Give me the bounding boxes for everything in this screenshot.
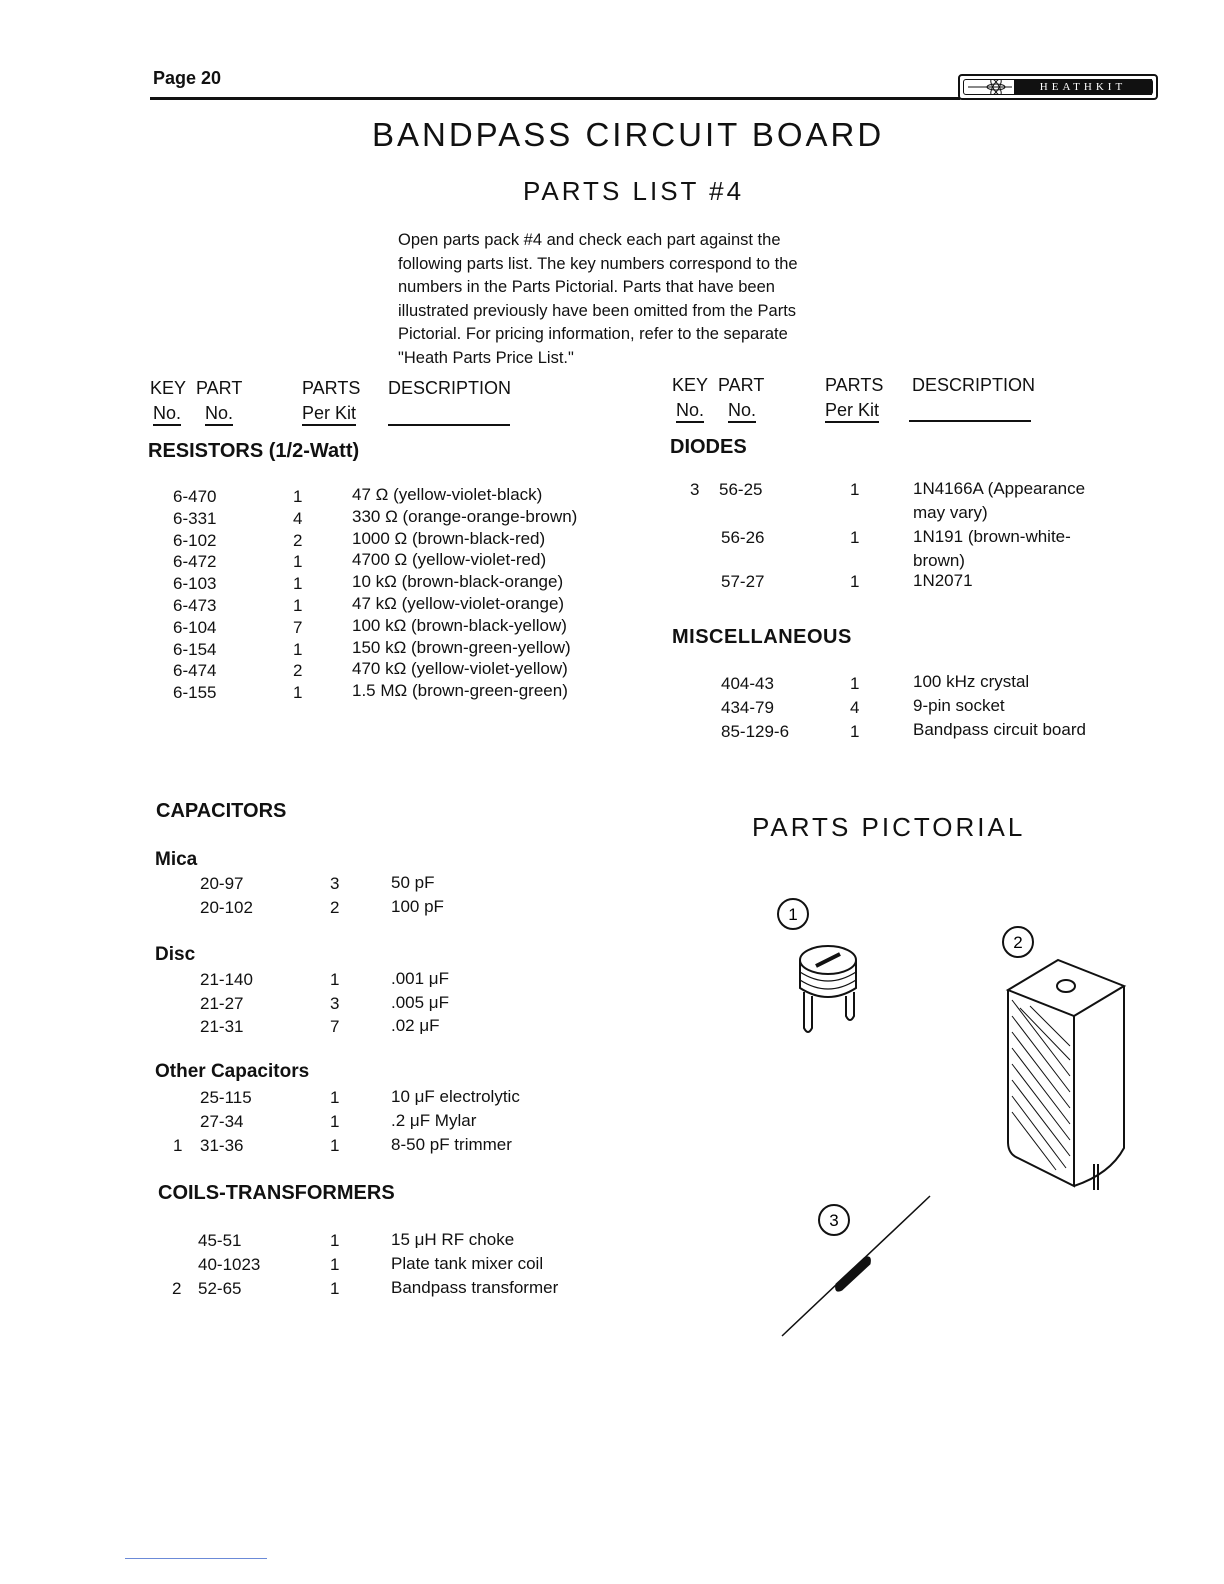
svg-text:2: 2 (1013, 933, 1023, 952)
diode-description-cont: may vary) (913, 503, 988, 522)
diode-description: 1N2071 (913, 571, 973, 590)
capacitor-part-number: 20-97 (200, 874, 244, 893)
col-description-header-right: DESCRIPTION (912, 375, 1036, 395)
capacitor-quantity: 1 (330, 1112, 340, 1131)
diode-description-cont: brown) (913, 551, 965, 570)
resistor-description: 47 Ω (yellow-violet-black) (352, 485, 543, 504)
diode-key-number: 3 (690, 480, 700, 499)
capacitor-description: 10 μF electrolytic (391, 1087, 520, 1106)
intro-line: numbers in the Parts Pictorial. Parts that have been (398, 278, 775, 296)
col-key-header: KEY (150, 378, 187, 398)
capacitor-description: .001 μF (391, 969, 449, 988)
coil-description: 15 μH RF choke (391, 1230, 515, 1249)
misc-quantity: 1 (850, 674, 860, 693)
col-part-no: No. (205, 403, 233, 424)
resistor-quantity: 1 (293, 683, 303, 703)
intro-paragraph (398, 229, 888, 370)
description-underline-right (909, 420, 1031, 422)
page-number: Page 20 (153, 68, 222, 88)
diode-quantity: 1 (850, 528, 860, 547)
capacitor-description: 50 pF (391, 873, 435, 892)
diode-illustration (782, 1196, 930, 1336)
intro-line: Pictorial. For pricing information, refer to the separate (398, 325, 788, 343)
resistor-quantity: 1 (293, 574, 303, 594)
pictorial-label-1 (778, 899, 808, 929)
page-title: BANDPASS CIRCUIT BOARD (372, 116, 885, 153)
mica-subheading: Mica (155, 849, 198, 870)
svg-text:3: 3 (829, 1211, 839, 1230)
resistor-description: 330 Ω (orange-orange-brown) (352, 506, 578, 526)
resistor-description: 150 kΩ (brown-green-yellow) (352, 637, 571, 657)
resistor-part-number: 6-154 (173, 639, 217, 659)
parts-pictorial (700, 880, 1180, 1350)
col-per-kit-right: Per Kit (825, 400, 879, 421)
resistor-description: 100 kΩ (brown-black-yellow) (352, 615, 567, 635)
resistor-part-number: 6-104 (173, 617, 217, 637)
resistor-part-number: 6-473 (173, 596, 217, 615)
intro-line: illustrated previously have been omitted from the Parts (398, 301, 797, 320)
coil-part-number: 52-65 (198, 1279, 242, 1298)
col-part-no-right: No. (728, 400, 756, 421)
diode-quantity: 1 (850, 572, 860, 591)
coil-description: Bandpass transformer (391, 1278, 559, 1297)
resistor-quantity: 1 (293, 596, 303, 615)
resistor-part-number: 6-103 (173, 574, 217, 594)
resistor-description: 470 kΩ (yellow-violet-yellow) (352, 659, 568, 679)
other-capacitors-subheading: Other Capacitors (155, 1061, 310, 1082)
intro-line: following parts list. The key numbers correspond to the (398, 254, 798, 273)
capacitor-description: 8-50 pF trimmer (391, 1135, 512, 1154)
diode-part-number: 57-27 (721, 572, 765, 591)
resistors-heading: RESISTORS (1/2-Watt) (148, 440, 360, 462)
diode-description: 1N4166A (Appearance (913, 479, 1086, 498)
capacitor-description: .005 μF (391, 993, 449, 1012)
capacitor-quantity: 2 (330, 898, 340, 917)
heathkit-logo (958, 74, 1158, 100)
coils-heading: COILS-TRANSFORMERS (158, 1182, 395, 1204)
intro-line: Open parts pack #4 and check each part against the (398, 231, 781, 249)
resistor-quantity: 1 (293, 487, 303, 506)
parts-pictorial-heading: PARTS PICTORIAL (752, 812, 1026, 842)
misc-part-number: 404-43 (721, 674, 774, 693)
pictorial-label-2 (1003, 927, 1033, 957)
col-parts-header-right: PARTS (825, 375, 884, 395)
capacitor-description: 100 pF (391, 897, 444, 916)
coil-description: Plate tank mixer coil (391, 1254, 544, 1273)
resistor-description: 1000 Ω (brown-black-red) (352, 528, 546, 548)
resistor-quantity: 1 (293, 639, 303, 659)
coil-quantity: 1 (330, 1255, 340, 1274)
capacitor-part-number: 20-102 (200, 898, 253, 917)
trimmer-capacitor-illustration (800, 946, 856, 1032)
capacitor-part-number: 25-115 (200, 1088, 252, 1107)
capacitor-description: .02 μF (391, 1016, 440, 1035)
header-rule (150, 97, 960, 100)
capacitor-quantity: 3 (330, 994, 340, 1013)
misc-part-number: 85-129-6 (721, 722, 790, 741)
coil-key-number: 2 (172, 1279, 182, 1298)
capacitor-part-number: 31-36 (200, 1136, 244, 1155)
capacitor-description: .2 μF Mylar (391, 1111, 477, 1130)
transformer-illustration (1008, 960, 1124, 1190)
resistor-part-number: 6-102 (173, 530, 217, 550)
diodes-heading: DIODES (670, 436, 747, 458)
svg-text:1: 1 (788, 905, 798, 924)
resistor-quantity: 4 (293, 508, 303, 528)
resistor-description: 4700 Ω (yellow-violet-red) (352, 550, 547, 570)
diode-part-number: 56-25 (719, 480, 763, 499)
misc-description: Bandpass circuit board (913, 720, 1086, 739)
capacitor-quantity: 3 (330, 874, 340, 893)
atom-icon (966, 79, 1014, 95)
coil-quantity: 1 (330, 1279, 340, 1298)
misc-quantity: 1 (850, 722, 860, 741)
col-part-header: PART (196, 378, 243, 398)
capacitor-part-number: 21-31 (200, 1017, 244, 1036)
resistor-description: 47 kΩ (yellow-violet-orange) (352, 594, 565, 613)
footer-line (125, 1558, 267, 1559)
misc-part-number: 434-79 (721, 698, 774, 717)
coil-quantity: 1 (330, 1231, 340, 1250)
col-part-header-right: PART (718, 375, 765, 395)
pictorial-label-3 (819, 1205, 849, 1235)
resistor-description: 10 kΩ (brown-black-orange) (352, 572, 564, 592)
capacitor-quantity: 1 (330, 1136, 340, 1155)
coil-part-number: 40-1023 (198, 1255, 261, 1274)
col-description-header: DESCRIPTION (388, 378, 512, 398)
resistor-part-number: 6-155 (173, 683, 217, 703)
capacitor-quantity: 1 (330, 970, 340, 989)
diode-quantity: 1 (850, 480, 860, 499)
col-parts-header: PARTS (302, 378, 361, 398)
coil-part-number: 45-51 (198, 1231, 242, 1250)
col-per-kit: Per Kit (302, 403, 356, 424)
resistor-quantity: 7 (293, 617, 303, 637)
parts-list-title: PARTS LIST #4 (523, 176, 745, 206)
diode-description: 1N191 (brown-white- (913, 527, 1071, 546)
misc-description: 100 kHz crystal (913, 672, 1030, 691)
misc-description: 9-pin socket (913, 696, 1005, 715)
capacitor-part-number: 21-27 (200, 994, 244, 1013)
logo-wordmark: HEATHKIT (1014, 79, 1152, 95)
capacitor-quantity: 1 (330, 1088, 340, 1107)
capacitor-part-number: 21-140 (200, 970, 253, 989)
resistor-part-number: 6-470 (173, 487, 217, 506)
resistor-quantity: 1 (293, 552, 303, 572)
col-key-header-right: KEY (672, 375, 709, 395)
misc-heading: MISCELLANEOUS (672, 626, 852, 648)
diode-part-number: 56-26 (721, 528, 765, 547)
capacitor-part-number: 27-34 (200, 1112, 244, 1131)
intro-line: "Heath Parts Price List." (398, 348, 574, 367)
capacitor-quantity: 7 (330, 1017, 340, 1036)
resistor-part-number: 6-474 (173, 661, 217, 681)
disc-subheading: Disc (155, 944, 196, 965)
resistor-part-number: 6-472 (173, 552, 217, 572)
resistor-part-number: 6-331 (173, 508, 217, 528)
col-key-no-right: No. (676, 400, 704, 421)
resistor-description: 1.5 MΩ (brown-green-green) (352, 681, 568, 701)
description-underline (388, 424, 510, 426)
resistor-quantity: 2 (293, 661, 303, 681)
col-key-no: No. (153, 403, 181, 424)
misc-quantity: 4 (850, 698, 860, 717)
resistor-quantity: 2 (293, 530, 303, 550)
capacitors-heading: CAPACITORS (156, 800, 287, 822)
capacitor-key-number: 1 (173, 1136, 183, 1155)
